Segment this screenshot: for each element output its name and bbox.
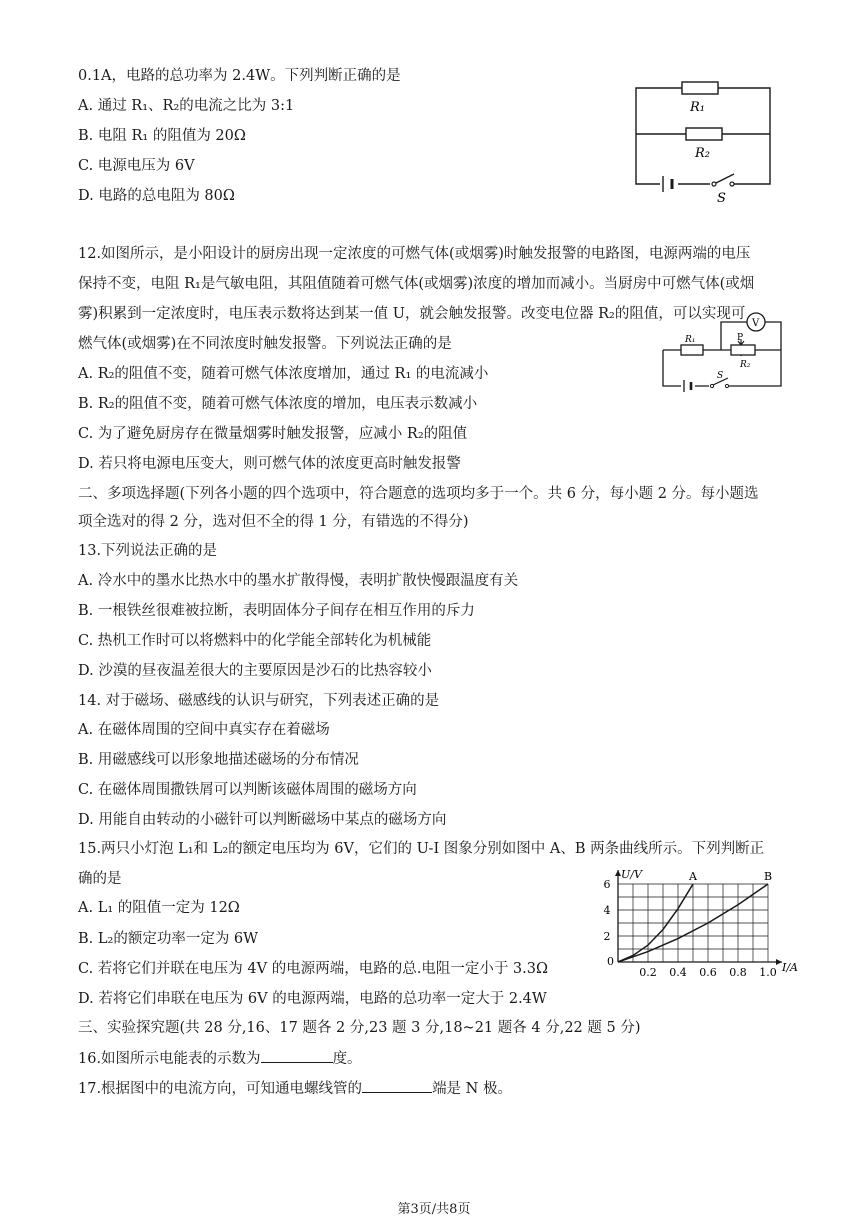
- q12-option-c: C. 为了避免厨房存在微量烟雾时触发报警，应减小 R₂的阻值: [78, 426, 468, 442]
- q16-answer-blank[interactable]: [261, 1048, 333, 1063]
- label-r1: R₁: [685, 335, 696, 345]
- q13-option-b: B. 一根铁丝很难被拉断，表明固体分子间存在相互作用的斥力: [78, 603, 475, 619]
- q15-option-d: D. 若将它们串联在电压为 6V 的电源两端，电路的总功率一定大于 2.4W: [78, 991, 547, 1007]
- resistor-r1: [681, 345, 703, 355]
- q14-option-a: A. 在磁体周围的空间中真实存在着磁场: [78, 722, 330, 738]
- q17-text-before: 17.根据图中的电流方向，可知通电螺线管的: [78, 1081, 363, 1097]
- q15-option-c: C. 若将它们并联在电压为 4V 的电源两端，电路的总.电阻一定小于 3.3Ω: [78, 961, 549, 977]
- q12-stem-line-3: 雾)积累到一定浓度时，电压表示数将达到某一值 U，就会触发报警。改变电位器 R₂的阻值，可以实现可: [78, 306, 746, 322]
- q11-option-a: A. 通过 R₁、R₂的电流之比为 3:1: [78, 98, 295, 114]
- origin-label: 0: [607, 955, 614, 968]
- q15-stem-line-1: 15.两只小灯泡 L₁和 L₂的额定电压均为 6V，它们的 U-I 图象分别如图中 A、B 两条曲线所示。下列判断正: [78, 841, 765, 857]
- x-tick-label: 0.6: [699, 966, 717, 979]
- q12-circuit-diagram: [655, 308, 787, 392]
- q11-stem: 0.1A，电路的总功率为 2.4W。下列判断正确的是: [78, 68, 401, 84]
- y-tick-label: 6: [603, 878, 611, 891]
- voltmeter-label: V: [752, 318, 760, 329]
- section2-header-line-2: 项全选对的得 2 分，选对但不全的得 1 分，有错选的不得分): [78, 514, 469, 530]
- q15-option-b: B. L₂的额定功率一定为 6W: [78, 931, 259, 947]
- q13-option-d: D. 沙漠的昼夜温差很大的主要原因是沙石的比热容较小: [78, 663, 432, 679]
- x-tick-label: 0.8: [729, 966, 747, 979]
- q17-answer-blank[interactable]: [362, 1078, 432, 1093]
- label-s: S: [717, 371, 724, 381]
- ui-chart: [596, 858, 798, 980]
- y-tick-label: 2: [603, 930, 611, 943]
- q14-option-c: C. 在磁体周围撒铁屑可以判断该磁体周围的磁场方向: [78, 782, 417, 798]
- q12-stem-line-4: 燃气体(或烟雾)在不同浓度时触发报警。下列说法正确的是: [78, 336, 452, 352]
- q13-option-a: A. 冷水中的墨水比热水中的墨水扩散得慢，表明扩散快慢跟温度有关: [78, 573, 519, 589]
- q14-option-d: D. 用能自由转动的小磁针可以判断磁场中某点的磁场方向: [78, 812, 447, 828]
- q14-stem: 14. 对于磁场、磁感线的认识与研究，下列表述正确的是: [78, 693, 440, 709]
- label-s: S: [717, 191, 726, 206]
- q16-text-after: 度。: [332, 1051, 362, 1067]
- section2-header-line-1: 二、多项选择题(下列各小题的四个选项中，符合题意的选项均多于一个。共 6 分，每小题 2 分。每小题选: [78, 486, 759, 502]
- q13-option-c: C. 热机工作时可以将燃料中的化学能全部转化为机械能: [78, 633, 432, 649]
- x-axis-label: I/A: [782, 961, 798, 974]
- series-label-b: B: [763, 870, 773, 883]
- q15-option-a: A. L₁ 的阻值一定为 12Ω: [78, 900, 240, 916]
- label-r1: R₁: [690, 100, 705, 115]
- q12-stem-line-2: 保持不变，电阻 R₁是气敏电阻，其阻值随着可燃气体(或烟雾)浓度的增加而减小。当厨房中可燃气体(或烟: [78, 276, 755, 292]
- label-r2: R₂: [695, 146, 710, 161]
- q14-option-b: B. 用磁感线可以形象地描述磁场的分布情况: [78, 752, 359, 768]
- y-tick-label: 4: [603, 904, 611, 917]
- page-footer: 第3页/共8页: [397, 1202, 471, 1217]
- q11-option-c: C. 电源电压为 6V: [78, 158, 195, 174]
- q15-stem-line-2: 确的是: [78, 871, 122, 887]
- x-tick-label: 1.0: [759, 966, 777, 979]
- series-label-a: A: [689, 870, 697, 883]
- x-tick-label: 0.4: [669, 966, 687, 979]
- resistor-r1: [682, 82, 718, 94]
- q11-option-b: B. 电阻 R₁ 的阻值为 20Ω: [78, 128, 246, 144]
- potentiometer-r2: [731, 345, 755, 355]
- q12-option-a: A. R₂的阻值不变，随着可燃气体浓度增加，通过 R₁ 的电流减小: [78, 366, 489, 382]
- q17-text-after: 端是 N 极。: [432, 1081, 512, 1097]
- q13-stem: 13.下列说法正确的是: [78, 543, 218, 559]
- q12-option-b: B. R₂的阻值不变，随着可燃气体浓度的增加，电压表示数减小: [78, 396, 478, 412]
- label-p: P: [737, 333, 744, 343]
- q17-stem: [78, 1078, 512, 1099]
- x-tick-label: 0.2: [639, 966, 657, 979]
- label-r2: R₂: [740, 360, 751, 370]
- resistor-r2: [686, 128, 722, 140]
- q16-text-before: 16.如图所示电能表的示数为: [78, 1051, 261, 1067]
- q11-option-d: D. 电路的总电阻为 80Ω: [78, 188, 235, 204]
- q12-option-d: D. 若只将电源电压变大，则可燃气体的浓度更高时触发报警: [78, 456, 461, 472]
- section3-header: 三、实验探究题(共 28 分,16、17 题各 2 分,23 题 3 分,18~21 题各 4 分,22 题 5 分): [78, 1020, 641, 1036]
- q11-circuit-diagram: [628, 80, 778, 206]
- y-axis-label: U/V: [621, 868, 642, 881]
- q16-stem: [78, 1048, 362, 1069]
- q12-stem-line-1: 12.如图所示，是小阳设计的厨房出现一定浓度的可燃气体(或烟雾)时触发报警的电路图，电源两端的电压: [78, 246, 751, 262]
